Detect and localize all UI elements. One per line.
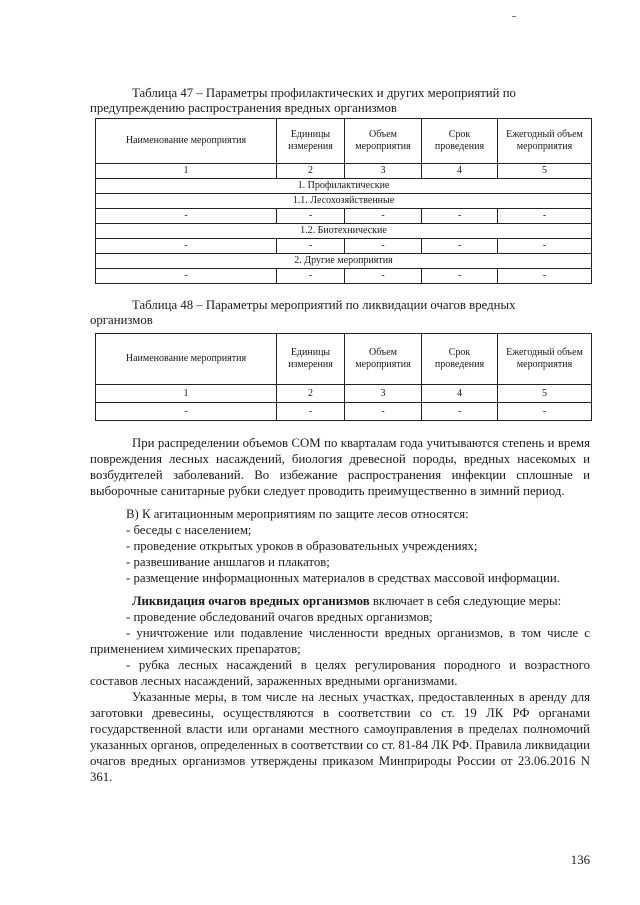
list-item: - развешивание аншлагов и плакатов; (126, 555, 330, 569)
table-cell: 2 (277, 385, 345, 403)
table-cell: - (345, 403, 422, 421)
table-cell: - (96, 269, 277, 284)
table-47-section-row (96, 254, 592, 269)
table-48-caption (90, 298, 590, 328)
table-cell: 5 (498, 385, 592, 403)
table-48-header-units: Единицы измерения (277, 334, 345, 385)
table-cell: - (277, 239, 345, 254)
table-47-caption-line2: предупреждению распространения вредных организмов (90, 101, 397, 115)
table-47-number-row (96, 164, 592, 179)
liquidation-intro-rest: включает в себя следующие меры: (369, 594, 562, 608)
table-cell: 5 (498, 164, 592, 179)
table-row (96, 269, 592, 284)
table-cell: - (96, 239, 277, 254)
table-cell: - (422, 269, 498, 284)
table-cell: - (498, 209, 592, 224)
table-cell: 4 (422, 164, 498, 179)
table-47-section-row (96, 224, 592, 239)
table-cell: - (345, 269, 422, 284)
table-cell: - (498, 403, 592, 421)
table-cell: - (96, 403, 277, 421)
table-cell: 3 (345, 385, 422, 403)
list-item: - рубка лесных насаждений в целях регулирования породного и возрастного составов лесных насаждений, зараженных вредными организмами. (90, 658, 590, 688)
table-48-header-term: Срок проведения (422, 334, 498, 385)
table-47-header-annual: Ежегодный объем мероприятия (498, 119, 592, 164)
table-cell: 2 (277, 164, 345, 179)
table-cell: - (422, 403, 498, 421)
paragraph-measures-legal: Указанные меры, в том числе на лесных участках, предоставленных в аренду для заготовки древесины, осуществляются в соответствии со ст. 19 ЛК РФ органами государственной власти или органами местного самоуправления в пределах полномочий указанных органов, определенных в соответствии со ст. 81-84 ЛК РФ. Правила ликвидации очагов вредных организмов утверждены приказом Минприроды России от 23.06.2016 N 361. (90, 690, 590, 784)
table-cell: 1 (96, 385, 277, 403)
table-47-section-row (96, 179, 592, 194)
page-number: 136 (570, 853, 590, 867)
table-48-number-row (96, 385, 592, 403)
section-forestry: 1.1. Лесохозяйственные (96, 194, 592, 209)
paragraph-gap (90, 586, 590, 593)
paragraph-gap (90, 499, 590, 506)
table-48-header-annual: Ежегодный объем мероприятия (498, 334, 592, 385)
table-cell: - (277, 209, 345, 224)
table-47-header-name: Наименование мероприятия (96, 119, 277, 164)
list-item: - размещение информационных материалов в средствах массовой информации. (126, 571, 560, 585)
table-cell: 4 (422, 385, 498, 403)
table-cell: - (96, 209, 277, 224)
paragraph-som-distribution: При распределении объемов СОМ по кварталам года учитываются степень и время повреждения лесных насаждений, биология древесной породы, вредных насекомых и возбудителей заболеваний. Во избежание распространения инфекции сплошные и выборочные санитарные рубки следует проводить преимущественно в зимний период. (90, 436, 590, 498)
table-row (96, 239, 592, 254)
section-other: 2. Другие мероприятия (96, 254, 592, 269)
table-cell: - (498, 239, 592, 254)
table-47-header-row (96, 119, 592, 164)
table-cell: 3 (345, 164, 422, 179)
table-48-caption-line1: Таблица 48 – Параметры мероприятий по ликвидации очагов вредных (132, 298, 516, 312)
table-47-header-term: Срок проведения (422, 119, 498, 164)
table-cell: - (498, 269, 592, 284)
section-biotechnical: 1.2. Биотехнические (96, 224, 592, 239)
list-item: - проведение открытых уроков в образовательных учреждениях; (126, 539, 478, 553)
paragraph-agitation-intro: В) К агитационным мероприятиям по защите лесов относятся: (126, 507, 469, 521)
table-48-header-name: Наименование мероприятия (96, 334, 277, 385)
table-47-caption-line1: Таблица 47 – Параметры профилактических и других мероприятий по (132, 86, 516, 100)
table-cell: - (345, 209, 422, 224)
list-item: - беседы с населением; (126, 523, 252, 537)
table-cell: 1 (96, 164, 277, 179)
liquidation-heading: Ликвидация очагов вредных организмов (132, 594, 370, 608)
table-48-caption-line2: организмов (90, 313, 153, 327)
table-48-header-volume: Объем мероприятия (345, 334, 422, 385)
table-47-header-units: Единицы измерения (277, 119, 345, 164)
table-47-section-row (96, 194, 592, 209)
list-item: - проведение обследований очагов вредных организмов; (126, 610, 433, 624)
body-text (90, 435, 590, 785)
table-row (96, 209, 592, 224)
table-47-caption (90, 86, 590, 116)
table-cell: - (345, 239, 422, 254)
paragraph-liquidation-intro (90, 593, 590, 609)
table-cell: - (422, 239, 498, 254)
table-cell: - (422, 209, 498, 224)
list-item: - уничтожение или подавление численности вредных организмов, в том числе с применением химических препаратов; (90, 626, 590, 656)
table-cell: - (277, 269, 345, 284)
table-48-header-row (96, 334, 592, 385)
table-48 (95, 333, 592, 421)
table-cell: - (277, 403, 345, 421)
table-47-header-volume: Объем мероприятия (345, 119, 422, 164)
table-47 (95, 118, 592, 284)
section-profilactic: 1. Профилактические (96, 179, 592, 194)
table-row (96, 403, 592, 421)
scan-mark (512, 16, 516, 17)
